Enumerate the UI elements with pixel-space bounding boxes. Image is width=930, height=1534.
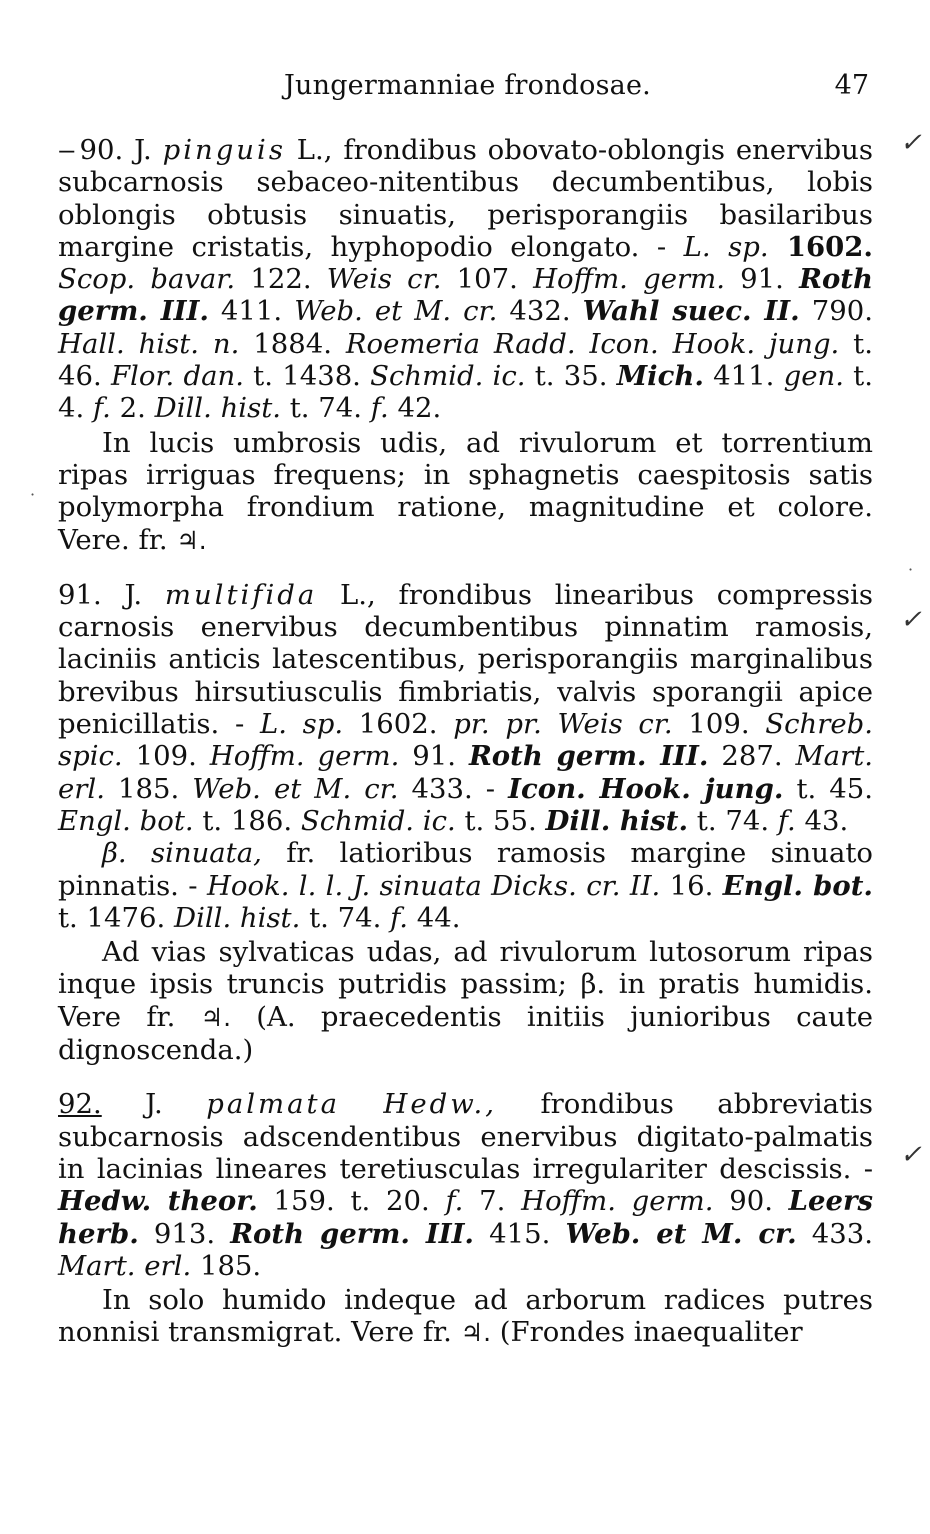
reference-run: f. [390, 901, 409, 934]
entry-91 [58, 579, 873, 837]
entry-number: 91. [58, 578, 102, 611]
reference-run: 44. [408, 901, 461, 934]
reference-run: 1602. [343, 708, 454, 741]
reference-run: t. 55. [455, 804, 546, 837]
species-name: pinguis [162, 134, 286, 166]
habitat-note: (Frondes inaequaliter [491, 1316, 803, 1349]
reference-run: Schreb. spic. [58, 708, 874, 773]
margin-pencil-mark: ✓ [900, 605, 922, 635]
reference-run: 7. [463, 1185, 522, 1218]
running-title: Jungermanniae frondosae. [284, 70, 651, 101]
entry-number: 92. [58, 1088, 102, 1121]
reference-run: L. sp. [259, 708, 344, 741]
reference-run: Hoffm. germ. [533, 263, 725, 296]
reference-run: 109. [122, 740, 210, 773]
reference-run: Hedw. theor. [58, 1185, 258, 1218]
habitat-note: (A. praecedentis initiis junioribus caute dignoscenda.) [58, 1000, 873, 1067]
reference-run: 90. [713, 1185, 789, 1218]
description: frondibus obovato-oblongis enervibus subcarnosis sebaceo-nitentibus decumbentibus, lobis oblongis obtusis sinuatis, perisporangiis basilaribus margine cristatis, hyphopodio elongato. - [58, 134, 873, 263]
reference-run: pr. pr. [453, 708, 542, 741]
reference-run: Roth germ. III. [58, 263, 873, 328]
reference-run: t. 1476. [58, 901, 175, 934]
reference-run: 2. [110, 392, 155, 425]
reference-run: 159. t. 20. [257, 1185, 446, 1218]
reference-run: Dill. hist. [154, 392, 281, 425]
reference-run: t. 186. [193, 804, 301, 837]
reference-run: Schmid. ic. [300, 804, 456, 837]
reference-run: Wahl suec. II. [582, 295, 800, 328]
reference-run: Hoffm. germ. [209, 740, 400, 773]
variety-label: β. [102, 837, 127, 870]
genus: J. [145, 1088, 163, 1121]
variety-beta [58, 837, 873, 934]
book-page [58, 70, 873, 1350]
reference-run: 415. [474, 1217, 566, 1250]
reference-run: f. [370, 392, 389, 425]
running-header [58, 70, 873, 114]
reference-run: Roth germ. III. [230, 1217, 475, 1250]
reference-run: 1602. [768, 230, 874, 263]
reference-run: 913. [138, 1217, 231, 1250]
reference-run: Icon. Hook. jung. [508, 772, 784, 805]
habitat-92 [58, 1284, 873, 1350]
reference-run: 91. [724, 263, 800, 296]
habitat-text: In solo humido indeque ad arborum radices putres nonnisi transmigrat. Vere fr. [58, 1284, 873, 1349]
genus: J. [124, 578, 143, 611]
references [58, 1185, 873, 1282]
description: frondibus linearibus compressis carnosis enervibus decumbentibus pinnatim ramosis, laciniis anticis latescentibus, perisporangiis marginalibus brevibus hirsutiusculis fimbriatis, valvis sporangii apice penicillatis. - [58, 578, 873, 741]
reference-run: Engl. bot. [722, 869, 873, 902]
author: L., [296, 134, 333, 166]
reference-run: t. 4. [58, 360, 873, 425]
reference-run: Web. et M. cr. [192, 772, 399, 805]
reference-run: t. 74. [300, 901, 391, 934]
reference-run: 109. [672, 708, 766, 741]
author: L., [340, 578, 376, 611]
reference-run: 433. - [398, 772, 509, 805]
reference-run: t. 35. [525, 360, 617, 393]
reference-run: gen. [783, 360, 844, 393]
reference-run: Hook. l. l. J. sinuata Dicks. cr. II. [206, 869, 661, 902]
reference-run: Engl. bot. [58, 804, 194, 837]
margin-pencil-mark: ✓ [900, 1140, 922, 1170]
reference-run: 43. [795, 804, 849, 837]
reference-run: f. [445, 1185, 464, 1218]
genus: J. [134, 134, 152, 166]
reference-run: Schmid. ic. [370, 360, 526, 393]
entry-number: ‒ 90. [58, 134, 123, 166]
reference-run [542, 708, 558, 740]
reference-run: Dill. hist. [174, 901, 301, 934]
reference-run: 411. [208, 295, 295, 328]
reference-run: Mart. erl. [58, 1249, 192, 1282]
habitat-90 [58, 427, 873, 557]
reference-run: 433. [796, 1217, 873, 1250]
reference-run: f. [777, 804, 796, 837]
margin-dot: · [30, 485, 36, 504]
reference-run: 107. [441, 263, 534, 296]
entry-92 [58, 1088, 873, 1282]
habitat-text: Ad vias sylvaticas udas, ad rivulorum lutosorum ripas inque ipsis truncis putridis passim; β. in pratis humidis. Vere fr. [58, 936, 873, 1033]
variety-description: fr. latioribus ramosis margine sinuato pinnatis. - [58, 837, 873, 902]
habitat-91 [58, 936, 873, 1066]
perennial-symbol: ♃. [460, 1318, 492, 1348]
reference-run: 16. [660, 869, 723, 902]
description: frondibus abbreviatis subcarnosis adscendentibus enervibus digitato-palmatis in lacinias lineares teretiusculas irregulariter descissis. - [58, 1088, 874, 1185]
reference-run: f. [92, 392, 111, 425]
reference-run: L. sp. [683, 230, 769, 263]
reference-run: Hall. hist. n. [58, 327, 240, 360]
reference-run: Weis cr. [557, 708, 673, 741]
reference-run: t. 1438. [243, 360, 371, 393]
reference-run: t. 45. [783, 772, 874, 805]
reference-run: Mich. [616, 360, 704, 393]
variety-name: sinuata, [150, 837, 262, 870]
reference-run: 411. [703, 360, 784, 393]
habitat-text: In lucis umbrosis udis, ad rivulorum et torrentium ripas irriguas frequens; in sphagnetis caespitosis satis polymorpha frondium ratione, magnitudine et colore. Vere. fr. [58, 426, 873, 556]
reference-run: t. 74. [281, 392, 371, 425]
reference-run: Hoffm. germ. [521, 1185, 714, 1218]
reference-run: Flor. dan. [110, 360, 244, 393]
margin-pencil-mark: ✓ [900, 128, 922, 158]
reference-run: 185. [191, 1249, 262, 1282]
reference-run: 790. [799, 295, 873, 328]
reference-run: t. 46. [58, 327, 873, 393]
reference-run: 432. [497, 295, 583, 328]
reference-run: Web. et M. cr. [294, 295, 498, 328]
reference-run: Weis cr. [326, 263, 442, 296]
reference-run: 185. [104, 772, 193, 805]
species-name: palmata [206, 1088, 340, 1121]
reference-run: 91. [399, 740, 469, 773]
species-name: multifida [164, 578, 318, 611]
margin-dot: · [908, 560, 914, 579]
reference-run: Leers herb. [58, 1185, 873, 1250]
reference-run: Dill. hist. [545, 804, 689, 837]
perennial-symbol: ♃. [200, 1002, 232, 1032]
entry-90 [58, 134, 873, 425]
reference-run: Web. et M. cr. [565, 1217, 797, 1250]
reference-run: Scop. bavar. [58, 263, 236, 296]
reference-run: Roth germ. III. [468, 740, 709, 773]
reference-run: Roemeria Radd. Icon. Hook. jung. [345, 327, 840, 360]
author: Hedw., [383, 1088, 498, 1121]
reference-run: Mart. erl. [58, 740, 874, 805]
page-number: 47 [834, 70, 869, 101]
reference-run: t. 74. [688, 804, 778, 837]
reference-run: 122. [235, 263, 327, 296]
reference-run: 1884. [239, 327, 346, 360]
reference-run: 42. [388, 392, 442, 425]
perennial-symbol: ♃. [176, 525, 207, 555]
reference-run: 287. [708, 740, 796, 773]
